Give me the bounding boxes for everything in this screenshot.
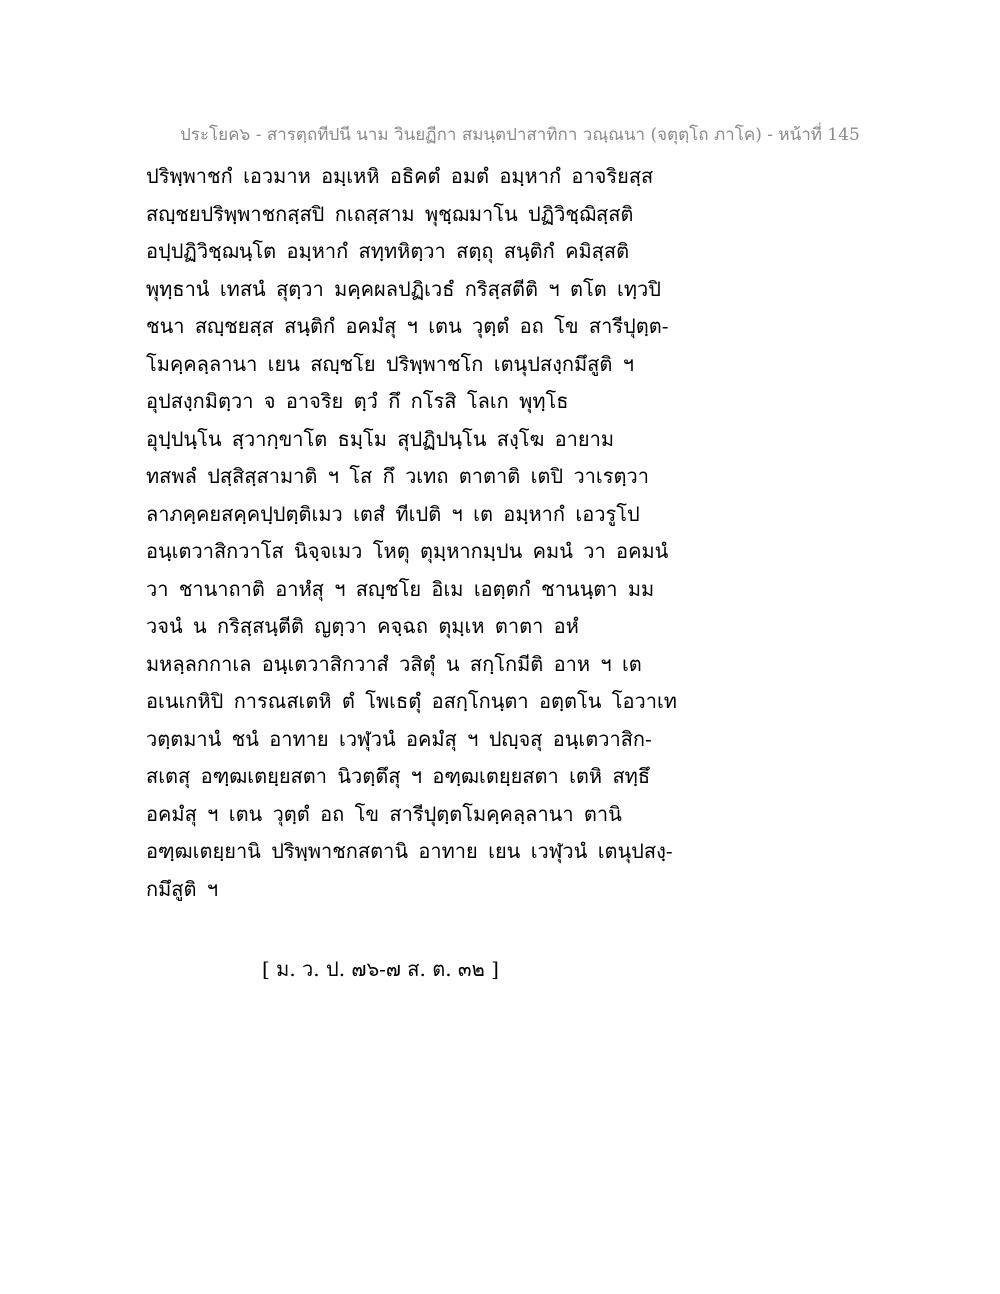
body-text <box>146 158 706 908</box>
running-header: ประโยค๖ - สารตฺถทีปนี นาม วินยฏีกา สมนฺตปาสาทิกา วณฺณนา (จตุตฺโถ ภาโค) - หน้าที่ 145 <box>180 125 860 145</box>
body-line: ปริพฺพาชกํ เอวมาห อมฺเหหิ อธิคตํ อมตํ อมฺหากํ อาจริยสฺส <box>146 164 654 188</box>
body-line: อปฺปฏิวิชฺฌนฺโต อมฺหากํ สทฺทหิตฺวา สตฺถุ สนฺติกํ คมิสฺสติ <box>146 239 630 263</box>
body-line: อเนเกหิปิ การณสเตหิ ตํ โพเธตุํ อสกฺโกนฺตา อตฺตโน โอวาเท <box>146 689 677 713</box>
body-line: อุปฺปนฺโน สฺวากฺขาโต ธมฺโม สุปฏิปนฺโน สงฺโฆ อายาม <box>146 426 615 451</box>
body-line: อฑฺฒเตยฺยานิ ปริพฺพาชกสตานิ อาทาย เยน เวฬุวนํ เตนุปสงฺ- <box>146 839 673 863</box>
body-line: อุปสงฺกมิตฺวา จ อาจริย ตฺวํ กึ กโรสิ โลเก พุทฺโธ <box>146 389 569 413</box>
body-line: วจนํ น กริสฺสนฺตีติ ญตฺวา คจฺฉถ ตุมฺเห ตาตา อหํ <box>146 614 579 638</box>
body-line: สเตสุ อฑฺฒเตยฺยสตา นิวตฺตึสุ ฯ อฑฺฒเตยฺยสตา เตหิ สทฺธึ <box>146 764 651 788</box>
citation-reference: [ ม. ว. ป. ๗๖-๗ ส. ต. ๓๒ ] <box>262 957 499 981</box>
body-line: พุทฺธานํ เทสนํ สุตฺวา มคฺคผลปฏิเวธํ กริสฺสตีติ ฯ ตโต เทฺวปิ <box>146 276 661 301</box>
body-line: อคมํสุ ฯ เตน วุตฺตํ อถ โข สารีปุตฺตโมคฺคลฺลานา ตานิ <box>146 801 622 826</box>
body-line: ชนา สญฺชยสฺส สนฺติกํ อคมํสุ ฯ เตน วุตฺตํ อถ โข สารีปุตฺต- <box>146 314 669 338</box>
body-line: วา ชานาถาติ อาหํสุ ฯ สญฺชโย อิเม เอตฺตกํ ชานนฺตา มม <box>146 576 655 601</box>
body-line: โมคฺคลฺลานา เยน สญฺชโย ปริพฺพาชโก เตนุปสงฺกมึสูติ ฯ <box>146 351 634 376</box>
body-line: สญฺชยปริพฺพาชกสฺสปิ กเถสฺสาม พุชฺฌมาโน ปฏิวิชฺฌิสฺสติ <box>146 201 634 226</box>
body-line: ทสพลํ ปสฺสิสฺสามาติ ฯ โส กึ วเทถ ตาตาติ เตปิ วาเรตฺวา <box>146 464 649 488</box>
body-line: กมึสูติ ฯ <box>146 876 219 901</box>
body-line: อนฺเตวาสิกวาโส นิจฺจเมว โหตุ ตุมฺหากมฺปน คมนํ วา อคมนํ <box>146 539 669 563</box>
body-line: มหลฺลกกาเล อนฺเตวาสิกวาสํ วสิตุํ น สกฺโกมีติ อาห ฯ เต <box>146 651 642 676</box>
body-line: วตฺตมานํ ชนํ อาทาย เวฬุวนํ อคมํสุ ฯ ปญฺจสุ อนฺเตวาสิก- <box>146 726 652 751</box>
body-line: ลาภคฺคยสคฺคปฺปตฺติเมว เตสํ ทีเปติ ฯ เต อมฺหากํ เอวรูโป <box>146 501 640 526</box>
